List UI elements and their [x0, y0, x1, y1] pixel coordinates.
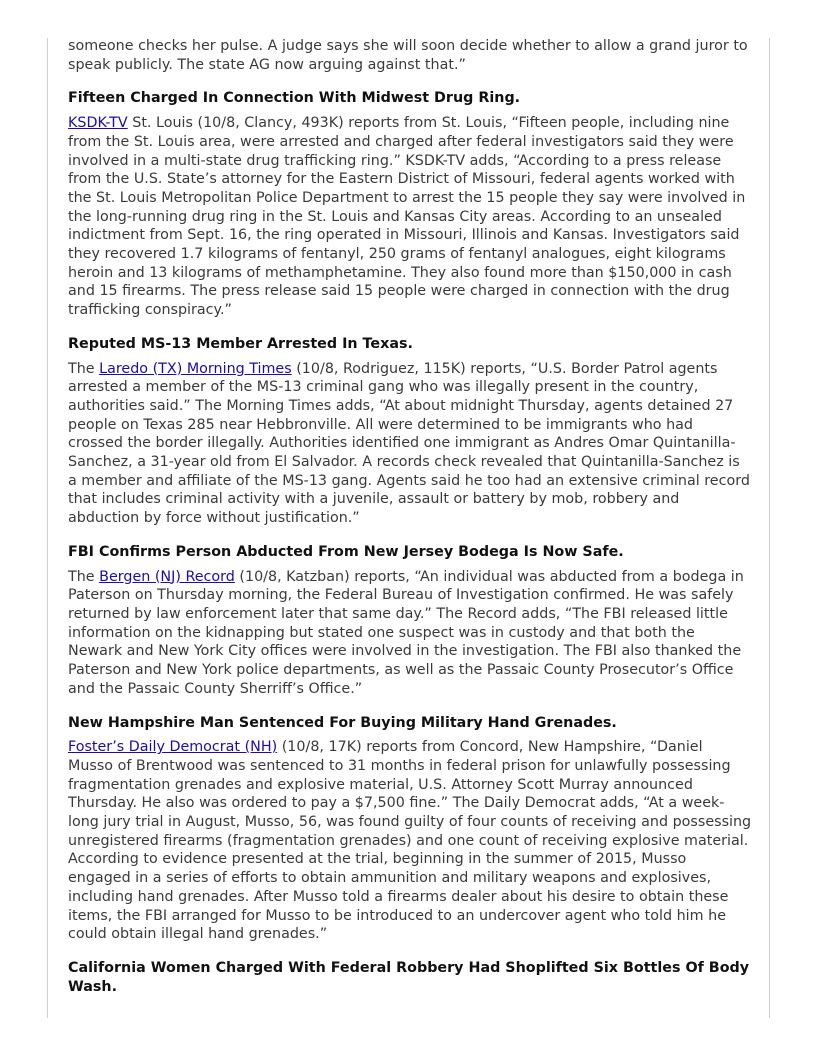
- story: [68, 543, 752, 699]
- story: [68, 89, 752, 319]
- story-body: Foster’s Daily Democrat (NH) (10/8, 17K) reports from Concord, New Hampshire, “Daniel Musso of Brentwood was sentenced to 31 months in federal prison for unlawfully possessing fragmentation grenades and explosive material, U.S. Attorney Scott Murray announced Thursday. He also was ordered to pay a $7,500 fine.” The Daily Democrat adds, “At a week-long jury trial in August, Musso, 56, was found guilty of four counts of receiving and possessing unregistered firearms (fragmentation grenades) and one count of receiving explosive material. According to evidence presented at the trial, beginning in the summer of 2015, Musso engaged in a series of efforts to obtain ammunition and military weapons and explosives, including hand grenades. After Musso told a firearms dealer about his desire to obtain these items, the FBI arranged for Musso to be introduced to an undercover agent who told him he could obtain illegal hand grenades.”: [68, 739, 752, 943]
- newsletter-content: [68, 37, 752, 1002]
- story-headline: FBI Confirms Person Abducted From New Jersey Bodega Is Now Safe.: [68, 543, 624, 560]
- story: [68, 714, 752, 944]
- story-headline: Reputed MS-13 Member Arrested In Texas.: [68, 335, 413, 352]
- story: [68, 335, 752, 528]
- story-headline: Fifteen Charged In Connection With Midwest Drug Ring.: [68, 90, 521, 107]
- intro-paragraph: someone checks her pulse. A judge says she will soon decide whether to allow a grand juror to speak publicly. The state AG now arguing against that.”: [68, 38, 748, 73]
- story-headline: California Women Charged With Federal Robbery Had Shoplifted Six Bottles Of Body Wash.: [68, 959, 750, 995]
- story-body: The Bergen (NJ) Record (10/8, Katzban) reports, “An individual was abducted from a bodega in Paterson on Thursday morning, the Federal Bureau of Investigation confirmed. He was safely returned by law enforcement later that same day.” The Record adds, “The FBI released little information on the kidnapping but stated one suspect was in custody and that both the Newark and New York City offices were involved in the investigation. The FBI also thanked the Paterson and New York police departments, as well as the Passaic County Prosecutor’s Office and the Passaic County Sherriff’s Office.”: [68, 568, 744, 697]
- source-link[interactable]: Foster’s Daily Democrat (NH): [68, 739, 278, 756]
- source-link[interactable]: Laredo (TX) Morning Times: [99, 360, 292, 377]
- source-link[interactable]: KSDK-TV: [68, 115, 128, 132]
- story-headline: New Hampshire Man Sentenced For Buying Military Hand Grenades.: [68, 714, 617, 731]
- story-body: The Laredo (TX) Morning Times (10/8, Rodriguez, 115K) reports, “U.S. Border Patrol agents arrested a member of the MS-13 criminal gang who was illegally present in the country, authorities said.” The Morning Times adds, “At about midnight Thursday, agents detained 27 people on Texas 285 near Hebbronville. All were determined to be immigrants who had crossed the border illegally. Authorities identified one immigrant as Andres Omar Quintanilla-Sanchez, a 31-year old from El Salvador. A records check revealed that Quintanilla-Sanchez is a member and affiliate of the MS-13 gang. Agents said he too had an extensive criminal record that includes criminal activity with a juvenile, assault or battery by mob, robbery and abduction by force without justification.”: [68, 360, 750, 527]
- story-body: KSDK-TV St. Louis (10/8, Clancy, 493K) reports from St. Louis, “Fifteen people, including nine from the St. Louis area, were arrested and charged after federal investigators said they were involved in a multi-state drug trafficking ring.” KSDK-TV adds, “According to a press release from the U.S. State’s attorney for the Eastern District of Missouri, federal agents worked with the St. Louis Metropolitan Police Department to arrest the 15 people they say were involved in the long-running drug ring in the St. Louis and Kansas City areas. According to an unsealed indictment from Sept. 16, the ring operated in Missouri, Illinois and Kansas. Investigators said they recovered 1.7 kilograms of fentanyl, 250 grams of fentanyl analogues, eight kilograms heroin and 13 kilograms of methamphetamine. They also found more than $150,000 in cash and 15 firearms. The press release said 15 people were charged in connection with the drug trafficking conspiracy.”: [68, 115, 746, 319]
- source-link[interactable]: Bergen (NJ) Record: [99, 568, 235, 585]
